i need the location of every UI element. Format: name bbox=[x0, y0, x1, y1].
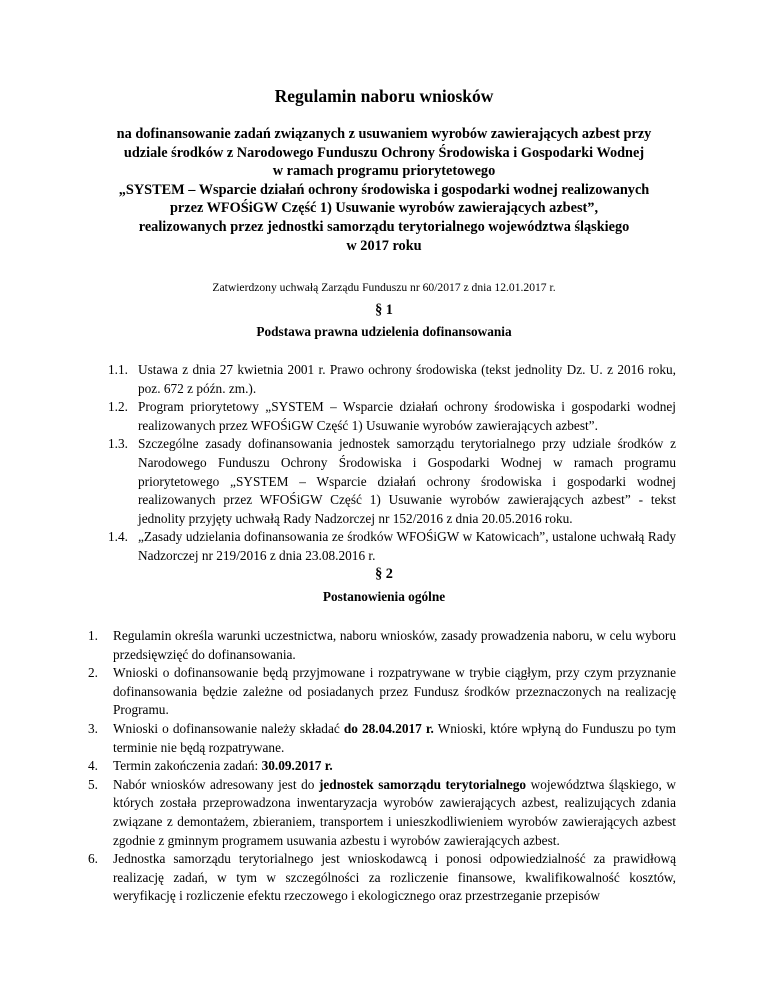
item-number: 3. bbox=[88, 720, 98, 736]
approval-note: Zatwierdzony uchwałą Zarządu Funduszu nr 60/2017 z dnia 12.01.2017 r. bbox=[212, 281, 556, 294]
item-number: 6. bbox=[88, 851, 98, 867]
item-text-pre: Termin zakończenia zadań: bbox=[113, 758, 262, 774]
list-item bbox=[108, 435, 676, 528]
item-text-bold: jednostek samorządu terytorialnego bbox=[318, 776, 527, 792]
item-text: Program priorytetowy „SYSTEM – Wsparcie działań ochrony środowiska i gospodarki wodnej realizowanych przez WFOŚiGW Część 1) Usuwanie wyrobów zawierających azbest”. bbox=[138, 399, 676, 433]
subtitle-line: w ramach programu priorytetowego bbox=[272, 163, 496, 180]
subtitle-line: udziale środków z Narodowego Funduszu Ochrony Środowiska i Gospodarki Wodnej bbox=[123, 144, 645, 161]
section-2-symbol: § 2 bbox=[375, 566, 393, 582]
list-item bbox=[88, 664, 676, 720]
item-text: Jednostka samorządu terytorialnego jest wnioskodawcą i ponosi odpowiedzialność za prawidłową realizację zadań, w tym w szczególności za rozliczenie finansowe, kwalifikowalność kosztów, weryfikację i rozliczenie efektu rzeczowego i ekologicznego oraz przestrzeganie przepisów bbox=[113, 851, 676, 904]
list-item bbox=[108, 528, 676, 565]
item-number: 2. bbox=[88, 665, 98, 681]
item-number: 4. bbox=[88, 758, 98, 774]
item-text: Wnioski o dofinansowanie będą przyjmowane i rozpatrywane w trybie ciągłym, przy czym przyznanie dofinansowania będzie zależne od posiadanych przez Fundusz środków przeznaczonych na realizację Programu. bbox=[113, 665, 676, 718]
document-title: Regulamin naboru wniosków bbox=[274, 86, 494, 106]
section-1-symbol: § 1 bbox=[375, 302, 393, 318]
item-number: 1. bbox=[88, 628, 98, 643]
section-1-heading: Podstawa prawna udzielenia dofinansowania bbox=[256, 324, 512, 339]
list-item bbox=[108, 398, 676, 435]
subtitle-line: przez WFOŚiGW Część 1) Usuwanie wyrobów zawierających azbest”, bbox=[169, 200, 599, 217]
item-number: 5. bbox=[88, 776, 98, 792]
section-2-heading: Postanowienia ogólne bbox=[322, 589, 446, 604]
item-number: 1.4. bbox=[108, 529, 128, 545]
item-text-post: województwa śląskiego, w których została przeprowadzona inwentaryzacja wyrobów zawierających azbest, realizujących zdania związane z demontażem, zbieraniem, transportem i unieszkodliwieniem wyrobów zawierających azbest zgodnie z gminnym programem usuwania azbestu i wyrobów zawierających azbest. bbox=[113, 776, 676, 848]
item-text: Regulamin określa warunki uczestnictwa, naboru wniosków, zasady prowadzenia naboru, w celu wyboru przedsięwzięć do dofinansowania. bbox=[113, 628, 676, 662]
list-item bbox=[88, 627, 676, 664]
item-text: Szczególne zasady dofinansowania jednostek samorządu terytorialnego przy udziale środków z Narodowego Funduszu Ochrony Środowiska i Gospodarki Wodnej w ramach programu priorytetowego „SYSTEM – Wsparcie działań ochrony środowiska i gospodarki wodnej realizowanych przez WFOŚiGW Część 1) Usuwanie wyrobów zawierających azbest” - tekst jednolity przyjęty uchwałą Rady Nadzorczej nr 152/2016 z dnia 20.05.2016 roku. bbox=[138, 436, 676, 526]
subtitle-line: realizowanych przez jednostki samorządu terytorialnego województwa śląskiego bbox=[138, 218, 630, 235]
item-text-bold: 30.09.2017 r. bbox=[261, 758, 333, 774]
item-text: „Zasady udzielania dofinansowania ze środków WFOŚiGW w Katowicach”, ustalone uchwałą Rady Nadzorczej nr 219/2016 z dnia 23.08.2016 r. bbox=[138, 529, 676, 563]
subtitle-line: „SYSTEM – Wsparcie działań ochrony środowiska i gospodarki wodnej realizowanych bbox=[118, 181, 650, 198]
document-subtitle bbox=[90, 125, 678, 255]
item-text-bold: do 28.04.2017 r. bbox=[343, 720, 434, 736]
section-2-list bbox=[88, 627, 676, 906]
list-item bbox=[88, 776, 676, 850]
item-text: Ustawa z dnia 27 kwietnia 2001 r. Prawo ochrony środowiska (tekst jednolity Dz. U. z 2016 roku, poz. 672 z późn. zm.). bbox=[138, 362, 676, 396]
subtitle-line: w 2017 roku bbox=[346, 237, 422, 254]
section-1-list bbox=[108, 361, 676, 566]
list-item bbox=[88, 757, 676, 776]
item-text-post: Wnioski, które wpłyną do Funduszu po tym terminie nie będą rozpatrywane. bbox=[113, 720, 676, 755]
item-number: 1.1. bbox=[108, 362, 128, 377]
list-item bbox=[88, 850, 676, 906]
item-number: 1.3. bbox=[108, 436, 128, 452]
list-item bbox=[88, 720, 676, 757]
subtitle-line: na dofinansowanie zadań związanych z usuwaniem wyrobów zawierających azbest przy bbox=[116, 126, 652, 142]
list-item bbox=[108, 361, 676, 398]
item-text-pre: Wnioski o dofinansowanie należy składać bbox=[113, 720, 344, 736]
item-number: 1.2. bbox=[108, 399, 128, 415]
item-text-pre: Nabór wniosków adresowany jest do bbox=[113, 776, 319, 792]
